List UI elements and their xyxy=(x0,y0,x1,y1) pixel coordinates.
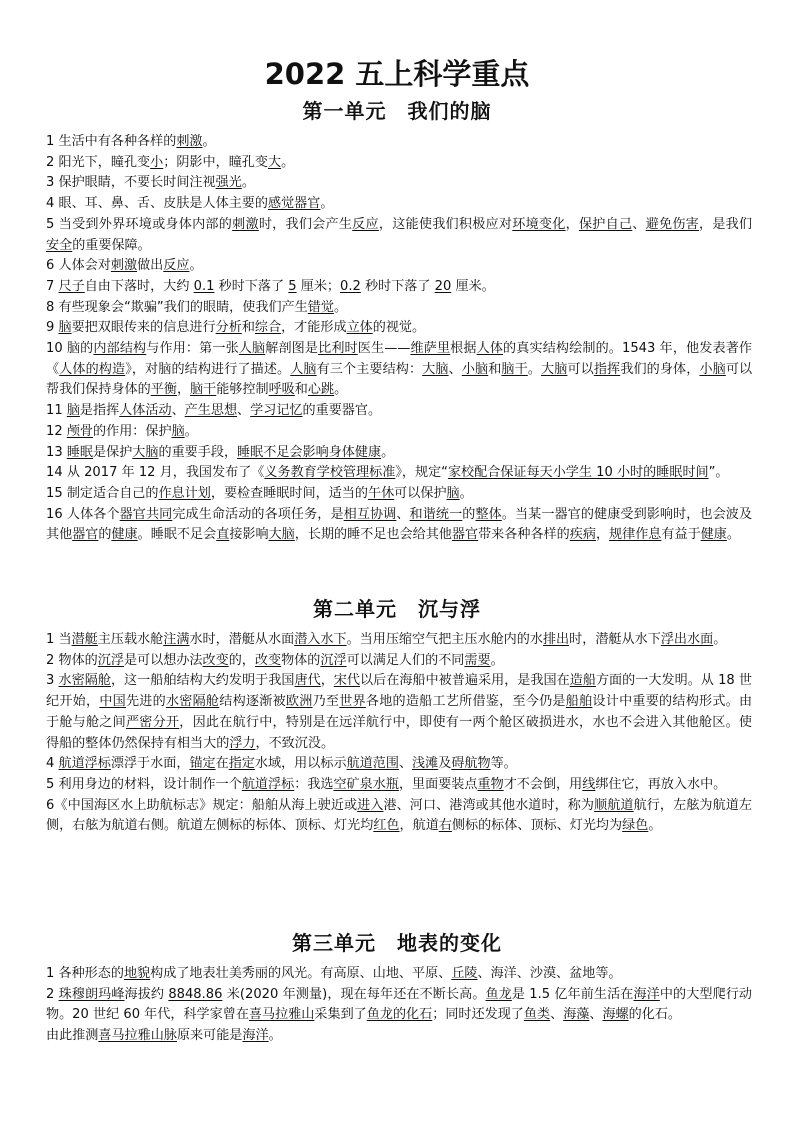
item-text: 绑住它，再放入水中。 xyxy=(595,776,727,792)
key-term: 船舶 xyxy=(565,694,593,710)
point-item xyxy=(46,422,752,443)
item-text: 。当用压缩空气把主压水舱内的水 xyxy=(346,632,543,647)
key-term: 义务教育学校管理标准 xyxy=(264,465,396,481)
key-term: 海螺 xyxy=(602,1007,629,1023)
key-term: 水密隔舱 xyxy=(165,694,220,710)
key-term: 刺激 xyxy=(110,258,138,274)
key-term: 脑 xyxy=(446,485,460,501)
item-text: 可以满足人们的不同 xyxy=(346,652,465,668)
item-text: 12 xyxy=(46,423,67,439)
point-item xyxy=(46,796,752,837)
point-item xyxy=(46,215,752,256)
item-text: 解剖图是 xyxy=(265,341,319,357)
item-text: 漂浮于水面， xyxy=(110,756,190,772)
item-text: 厘米。 xyxy=(451,278,495,294)
key-term: 错觉 xyxy=(307,299,334,315)
item-text: 接影响 xyxy=(229,527,269,543)
item-text: 。 xyxy=(459,485,473,501)
item-text: 及 xyxy=(438,756,452,772)
key-term: 进入 xyxy=(357,797,384,813)
key-term: 综合 xyxy=(254,320,282,336)
key-term: 立体 xyxy=(346,320,373,336)
item-text: 。 xyxy=(189,258,203,274)
key-term: 刺激 xyxy=(232,216,259,232)
key-term: 5 xyxy=(288,278,297,294)
item-text: ，长期的睡不足也会给其他 xyxy=(294,527,452,543)
item-text: 。 xyxy=(281,154,295,170)
key-term: 8848.86 xyxy=(168,986,223,1002)
key-term: 海洋 xyxy=(242,1028,269,1044)
item-text: 带来各种各样的 xyxy=(478,527,570,543)
point-item xyxy=(46,443,752,464)
item-text: 方面的一大发明。从 18 世纪开始， xyxy=(46,673,753,710)
key-term: 丘陵 xyxy=(451,966,478,981)
key-term: 喜马拉雅山脉 xyxy=(98,1028,177,1044)
item-text: 是指挥 xyxy=(79,403,120,419)
item-text: 。当某一器官的健康受到影响时，也会波及其他 xyxy=(46,506,753,543)
key-term: 平衡 xyxy=(150,382,177,398)
item-text: 8 有些现象会“欺骗”我们的眼睛，使我们产生 xyxy=(46,299,308,315)
key-term: 欧洲 xyxy=(285,694,313,710)
key-term: 鱼龙的化石 xyxy=(366,1007,433,1023)
unit-3-body xyxy=(46,964,752,1047)
item-text: 自由下落时，大约 xyxy=(84,278,194,294)
item-text: 各地的造船工艺所借鉴，至今仍是 xyxy=(365,694,566,710)
key-term: 20 xyxy=(434,278,452,294)
point-item xyxy=(46,985,752,1026)
point-item xyxy=(46,630,752,651)
item-text: 1 各种形态的 xyxy=(46,966,124,981)
item-text: 和 xyxy=(488,361,502,377)
point-item xyxy=(46,775,752,796)
key-term: 0.1 xyxy=(193,278,215,294)
key-term: 器官 xyxy=(451,527,479,543)
item-text: 。 xyxy=(320,196,334,212)
point-item xyxy=(46,339,752,401)
item-text: 医生—— xyxy=(357,341,411,357)
item-text: 3 xyxy=(46,673,59,689)
key-term: 脑干 xyxy=(190,382,217,398)
item-text: 1 生活中有各种各样的 xyxy=(46,134,177,149)
key-term: 红色 xyxy=(373,818,400,834)
item-text: 秒时下落了 xyxy=(214,278,289,294)
item-text: 。 xyxy=(490,652,504,668)
key-term: 人体 xyxy=(476,341,504,357)
key-term: 水密隔舱 xyxy=(58,673,111,689)
item-text: 可以帮我们保持身体的 xyxy=(46,361,753,398)
key-term: 反应 xyxy=(352,216,379,232)
item-text: 能够控制 xyxy=(216,382,269,398)
key-term: 规律作息 xyxy=(609,527,662,543)
item-text: 。 xyxy=(713,632,727,647)
key-term: 大 xyxy=(268,154,282,170)
item-text: 以后在海船中被普遍采用，是我国在 xyxy=(360,673,570,689)
key-term: 指定 xyxy=(228,756,255,772)
key-term: 家校配合保证每天小学生 10 小时的睡眠时间 xyxy=(447,465,709,481)
item-text: ；阴影中，瞳孔变 xyxy=(163,154,268,170)
key-term: 0.2 xyxy=(340,278,361,294)
key-term: 潜入水下 xyxy=(294,632,347,647)
item-text: ”。 xyxy=(708,465,729,481)
key-term: 锚定 xyxy=(189,756,216,772)
item-text: 14 从 2017 年 12 月，我国发布了《 xyxy=(46,465,265,481)
item-text: ，里面要装点 xyxy=(398,776,478,792)
point-item xyxy=(46,505,752,546)
key-term: 小脑 xyxy=(699,361,726,377)
item-text: 结构逐渐被 xyxy=(219,694,286,710)
item-text: 。 xyxy=(202,134,216,149)
key-term: 顺航道 xyxy=(594,797,634,813)
key-term: 器官 xyxy=(72,527,99,543)
item-text: 才不会倒，用 xyxy=(503,776,583,792)
unit-1-heading: 第一单元 我们的脑 xyxy=(302,99,492,123)
item-text: ，要检查睡眠时间，适当的 xyxy=(210,485,368,501)
key-term: 大脑 xyxy=(268,527,295,543)
item-text: 、 xyxy=(448,361,462,377)
key-term: 心跳 xyxy=(307,382,335,398)
item-text: ，这能使我们积极应对 xyxy=(378,216,513,232)
item-text: 的视觉。 xyxy=(372,320,426,336)
item-text: 11 xyxy=(46,403,67,419)
item-text: 水时，潜艇从水面 xyxy=(189,632,295,647)
key-term: 珠穆朗玛峰 xyxy=(58,986,125,1002)
key-term: 学习记忆 xyxy=(250,403,303,419)
key-term: 避免伤害 xyxy=(645,216,699,232)
item-text: 完成生命活动的各项任务，是 xyxy=(172,506,344,522)
point-item xyxy=(46,651,752,672)
item-text: ；同时还发现了 xyxy=(432,1007,524,1023)
point-item xyxy=(46,153,752,174)
key-term: 环境变化 xyxy=(512,216,566,232)
key-term: 睡眠不足会影响身体健康 xyxy=(237,444,382,460)
unit-2-heading: 第二单元 沉与浮 xyxy=(313,597,481,621)
item-text: 时，我们会产生 xyxy=(258,216,353,232)
key-term: 小脑 xyxy=(461,361,489,377)
item-text: 、 xyxy=(632,216,646,232)
key-term: 注满 xyxy=(163,632,190,647)
key-term: 宋代 xyxy=(333,673,361,689)
item-text: 是 1.5 亿年前生活在 xyxy=(511,986,634,1002)
key-term: 脑 xyxy=(171,423,185,439)
key-term: 世界 xyxy=(339,694,366,710)
item-text: 水域，用以标示 xyxy=(254,756,347,772)
item-text: 5 利用身边的材料，设计制作一个 xyxy=(46,776,242,792)
item-text: 4 眼、耳、鼻、舌、皮肤是人体主要的 xyxy=(46,196,268,212)
key-term: 喜马拉雅山 xyxy=(248,1007,315,1023)
point-item xyxy=(46,256,752,277)
item-text: 的， xyxy=(228,652,255,668)
key-term: 保护自己 xyxy=(578,216,633,232)
item-text: 3 保护眼睛，不要长时间注视 xyxy=(46,175,216,191)
key-term: 航道浮标 xyxy=(58,756,111,772)
item-text: 6 人体会对 xyxy=(46,258,111,274)
key-term: 反应 xyxy=(163,258,190,274)
item-text: 是保护 xyxy=(93,444,133,460)
item-text: 中的大型爬行动物。20 世纪 60 年代，科学家曾在 xyxy=(46,986,753,1023)
page-title: 2022 五上科学重点 xyxy=(264,57,530,91)
key-term: 碍航物 xyxy=(451,756,491,772)
item-text: 2 物体的 xyxy=(46,652,98,668)
item-text: 海拔约 xyxy=(124,986,169,1002)
key-term: 航道浮标 xyxy=(241,776,295,792)
item-text: 航行，左舷为航道左侧，右舷为航道右侧。航道左侧标的标体、顶标、灯光均 xyxy=(46,797,753,834)
item-text: 》，对脑的结构进行了描述。 xyxy=(125,361,291,377)
item-text: 2 xyxy=(46,986,59,1002)
key-term: 健康 xyxy=(111,527,138,543)
item-text: ， xyxy=(176,382,191,398)
key-term: 内部结构 xyxy=(93,341,147,357)
item-text: 。 xyxy=(241,175,255,191)
item-text: 。睡眠不足会 xyxy=(137,527,217,543)
point-item xyxy=(46,964,752,985)
key-term: 绿色 xyxy=(622,818,649,834)
item-text: 的真实结构绘制的。1543 年，他发表著作《 xyxy=(46,341,753,377)
item-text: ，是我们 xyxy=(699,216,753,232)
key-term: 浮出水面 xyxy=(660,632,714,647)
key-term: 健康 xyxy=(700,527,727,543)
point-item xyxy=(46,484,752,505)
item-text: 我们的身体， xyxy=(620,361,700,377)
point-item xyxy=(46,401,752,422)
point-item xyxy=(46,173,752,194)
item-text: 16 人体各个 xyxy=(46,506,120,522)
key-term: 小 xyxy=(150,154,164,170)
item-text: 9 xyxy=(46,320,59,336)
item-text: 等。 xyxy=(490,756,517,772)
key-term: 浮力 xyxy=(229,735,256,751)
item-text: ， xyxy=(595,527,610,543)
item-text: 15 制定适合自己的 xyxy=(46,485,159,501)
key-term: 刺激 xyxy=(176,134,203,149)
key-term: 疾病 xyxy=(569,527,596,543)
item-text: 2 阳光下，瞳孔变 xyxy=(46,154,151,170)
key-term: 大脑 xyxy=(132,444,159,460)
key-term: 严密分开 xyxy=(125,714,180,730)
key-term: 器官共同 xyxy=(119,506,173,522)
item-text: 5 当受到外界环境或身体内部的 xyxy=(46,216,233,232)
item-text: ，航道 xyxy=(399,818,439,834)
item-text: 和 xyxy=(241,320,255,336)
key-term: 海藻 xyxy=(563,1007,590,1023)
point-item xyxy=(46,463,752,484)
key-term: 人体的构造 xyxy=(59,361,126,377)
item-text: 、 xyxy=(398,756,413,772)
key-term: 地貌 xyxy=(123,966,151,981)
item-text: 、 xyxy=(237,403,251,419)
item-text: 在 xyxy=(215,756,229,772)
key-term: 改变 xyxy=(202,652,229,668)
item-text: 是可以想办法 xyxy=(123,652,203,668)
item-text: 。 xyxy=(184,423,198,439)
key-term: 脑 xyxy=(58,320,72,336)
key-term: 呼吸 xyxy=(268,382,295,398)
unit-1-body xyxy=(46,132,752,546)
point-item xyxy=(46,277,752,298)
item-text: 米(2020 年测量)，现在每年还在不断长高。 xyxy=(222,986,486,1002)
key-term: 空矿泉水瓶 xyxy=(333,776,399,792)
item-text: 的 xyxy=(462,506,476,522)
item-text: 。 xyxy=(381,444,395,460)
key-term: 潜艇 xyxy=(71,632,98,647)
key-term: 睡眠 xyxy=(66,444,94,460)
item-text: ，不致沉没。 xyxy=(255,735,335,751)
item-text: 做出 xyxy=(137,258,164,274)
key-term: 人脑 xyxy=(290,361,317,377)
key-term: 脑 xyxy=(66,403,80,419)
item-text: 侧标的标体、顶标、灯光均为 xyxy=(451,818,623,834)
key-term: 强光 xyxy=(215,175,242,191)
key-term: 感觉器官 xyxy=(268,196,321,212)
key-term: 人脑 xyxy=(238,341,266,357)
key-term: 需要 xyxy=(464,652,491,668)
item-text: 》，规定“ xyxy=(395,465,448,481)
item-text: 与作用：第一张 xyxy=(146,341,239,357)
key-term: 线 xyxy=(582,776,596,792)
item-text: 10 脑的 xyxy=(46,341,94,357)
item-text: ，这一船舶结构大约发明于我国 xyxy=(110,673,295,689)
key-term: 航道范围 xyxy=(346,756,399,772)
key-term: 作息计划 xyxy=(158,485,211,501)
item-text: ， xyxy=(565,216,579,232)
item-text: 可以保护 xyxy=(394,485,447,501)
key-term: 沉浮 xyxy=(320,652,347,668)
point-item xyxy=(46,194,752,215)
key-term: 尺子 xyxy=(58,278,85,294)
item-text: 可以 xyxy=(567,361,594,377)
item-text: 7 xyxy=(46,278,59,294)
item-text: 有三个主要结构： xyxy=(316,361,423,377)
item-text: 采集到了 xyxy=(314,1007,367,1023)
key-term: 造船 xyxy=(569,673,596,689)
item-text: ：我选 xyxy=(294,776,334,792)
item-text: 有益于 xyxy=(661,527,701,543)
item-text: 4 xyxy=(46,756,59,772)
key-term: 右 xyxy=(438,818,452,834)
item-text: 由此推测 xyxy=(46,1028,99,1044)
item-text: 时，潜艇从水下 xyxy=(569,632,661,647)
item-text: 原来可能是 xyxy=(176,1028,243,1044)
item-text: 物体的 xyxy=(281,652,321,668)
key-term: 产生思想 xyxy=(184,403,238,419)
key-term: 鱼龙 xyxy=(485,986,512,1002)
item-text: 先进的 xyxy=(125,694,166,710)
item-text: 的作用：保护 xyxy=(93,423,172,439)
key-term: 重物 xyxy=(477,776,504,792)
item-text: 根据 xyxy=(450,341,477,357)
item-text: 、 xyxy=(589,1007,603,1023)
item-text: 。 xyxy=(334,382,348,398)
point-item xyxy=(46,318,752,339)
item-text: 厘米； xyxy=(296,278,341,294)
item-text: ，因此在航行中，特别是在远洋航行中，即使有一两个舱区破损进水，水也不会进入其他舱区。使得船的整体仍然保持有相当大的 xyxy=(46,714,753,751)
key-term: 和谐统一 xyxy=(409,506,463,522)
item-text: 、 xyxy=(396,506,410,522)
key-term: 浅滩 xyxy=(412,756,439,772)
key-term: 唐代 xyxy=(294,673,321,689)
key-term: 脑干 xyxy=(501,361,528,377)
unit-3-heading: 第三单元 地表的变化 xyxy=(292,931,502,955)
item-text: 1 当 xyxy=(46,632,72,647)
key-term: 改变 xyxy=(254,652,282,668)
item-text: 构成了地表壮美秀丽的风光。有高原、山地、平原、 xyxy=(150,966,452,981)
key-term: 海洋 xyxy=(633,986,660,1002)
point-item xyxy=(46,298,752,319)
key-term: 相互协调 xyxy=(343,506,397,522)
item-text: 6《中国海区水上助航标志》规定：船舶从海上驶近或 xyxy=(46,797,358,813)
item-text: 主压载水舱 xyxy=(97,632,164,647)
item-text: 、 xyxy=(550,1007,564,1023)
item-text: 的 xyxy=(98,527,112,543)
key-term: 大脑 xyxy=(422,361,449,377)
item-text: 和 xyxy=(294,382,308,398)
key-term: 人体活动 xyxy=(119,403,172,419)
item-text: 要把双眼传来的信息进行 xyxy=(71,320,216,336)
point-item xyxy=(46,754,752,775)
item-text: 。 xyxy=(268,1028,282,1044)
key-term: 排出 xyxy=(542,632,570,647)
key-term: 整体 xyxy=(475,506,502,522)
item-text: 、 xyxy=(171,403,185,419)
key-term: 安全 xyxy=(46,237,73,253)
key-term: 分析 xyxy=(215,320,242,336)
key-term: 大脑 xyxy=(541,361,568,377)
unit-2-body xyxy=(46,630,752,837)
item-text: 的重要手段， xyxy=(158,444,238,460)
item-text: 设计中重要的结构形式。由于舱与舱之间 xyxy=(46,694,753,730)
key-term: 指挥 xyxy=(593,361,621,377)
item-text: 。 xyxy=(726,527,740,543)
item-text: 的重要器官。 xyxy=(302,403,382,419)
item-text: 、海洋、沙漠、盆地等。 xyxy=(477,966,622,981)
key-term: 中国 xyxy=(99,694,126,710)
point-item xyxy=(46,132,752,153)
item-text: 。 xyxy=(333,299,348,315)
point-item xyxy=(46,1026,752,1047)
key-term: 沉浮 xyxy=(97,652,124,668)
item-text: 。 xyxy=(527,361,542,377)
item-text: 13 xyxy=(46,444,67,460)
item-text: ，才能形成 xyxy=(281,320,347,336)
item-text: ， xyxy=(320,673,334,689)
item-text: 的化石。 xyxy=(628,1007,682,1023)
item-text: 秒时下落了 xyxy=(360,278,435,294)
key-term: 直 xyxy=(216,527,230,543)
key-term: 比利时 xyxy=(318,341,358,357)
key-term: 维萨里 xyxy=(410,341,451,357)
item-text: 的重要保障。 xyxy=(72,237,151,253)
key-term: 颅骨 xyxy=(66,423,94,439)
item-text: 乃至 xyxy=(312,694,340,710)
item-text: 。 xyxy=(648,818,662,834)
item-text: 港、河口、港湾或其他水道时，称为 xyxy=(383,797,595,813)
point-item xyxy=(46,671,752,754)
key-term: 午休 xyxy=(367,485,395,501)
key-term: 鱼类 xyxy=(523,1007,551,1023)
